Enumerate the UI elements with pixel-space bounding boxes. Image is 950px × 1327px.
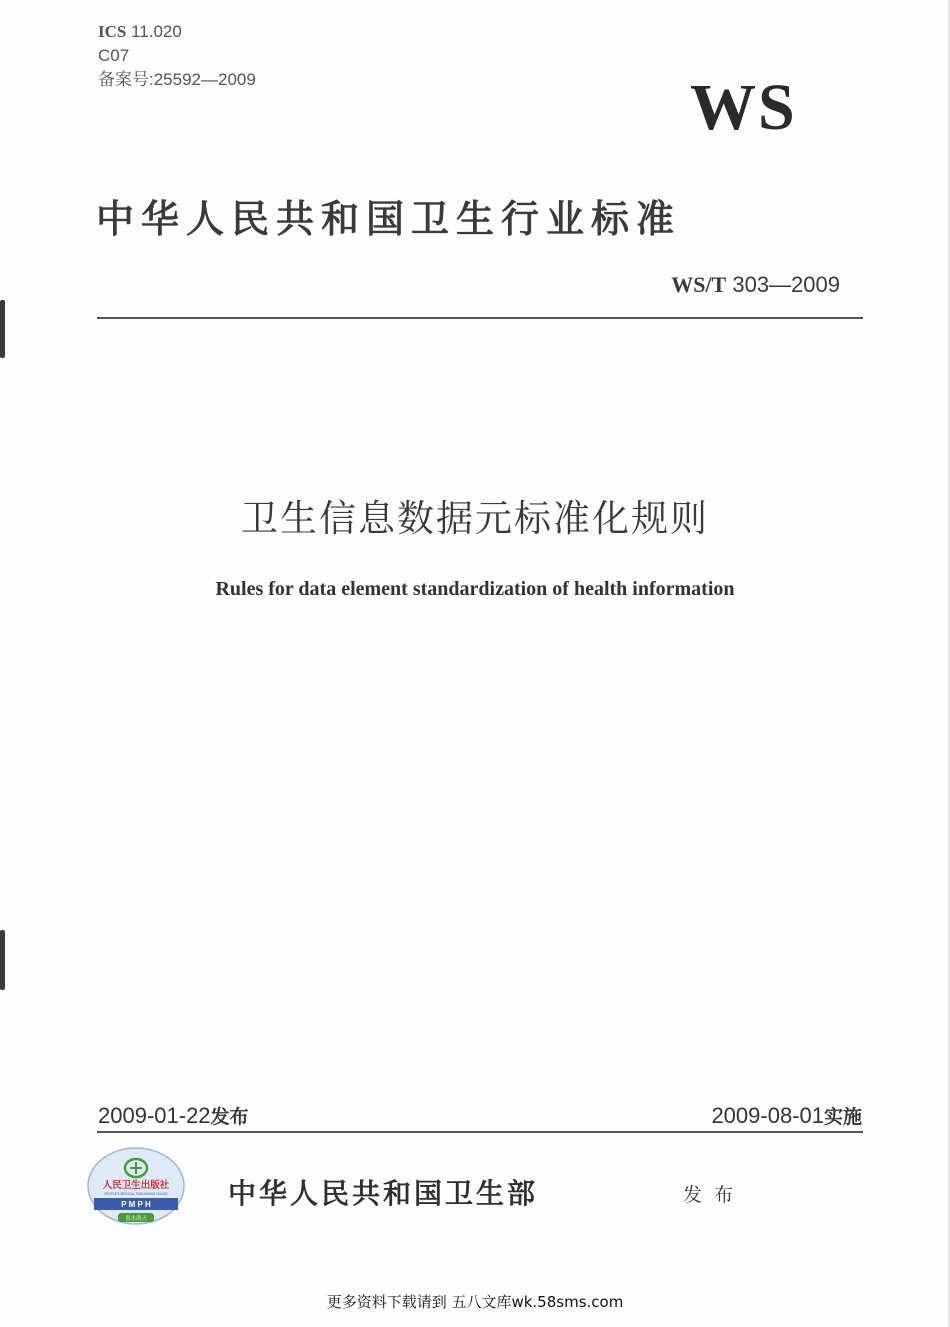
issuing-authority: 中华人民共和国卫生部 [228, 1177, 539, 1210]
release-date [98, 1102, 249, 1129]
release-label: 发布 [210, 1106, 249, 1128]
issuing-label: 发布 [683, 1184, 746, 1206]
category-code: C07 [98, 46, 130, 65]
publisher-name-cn: 人民卫生出版社 [102, 1180, 170, 1191]
ics-line [98, 20, 256, 44]
effective-label: 实施 [823, 1106, 862, 1128]
publisher-tag: 喜水鸿天 [124, 1216, 148, 1222]
standard-number-value: 303—2009 [732, 272, 840, 297]
effective-date-value: 2009-08-01 [711, 1103, 824, 1128]
standard-type-heading: 中华人民共和国卫生行业标准 [96, 196, 682, 241]
document-title-en: Rules for data element standardization of health information [215, 578, 735, 600]
scan-edge-mark [0, 930, 5, 990]
standard-number-prefix: WS/T [671, 272, 727, 297]
ics-code: 11.020 [131, 22, 182, 41]
release-date-value: 2009-01-22 [98, 1103, 211, 1128]
header-divider [97, 317, 863, 319]
document-title-cn: 卫生信息数据元标准化规则 [241, 497, 709, 540]
scan-edge-mark [0, 300, 5, 358]
download-footer: 更多资料下载请到 五八文库wk.58sms.com [326, 1293, 624, 1311]
publisher-abbr: P M P H [121, 1200, 151, 1209]
ws-logo: WS [690, 71, 797, 144]
footer-divider [97, 1131, 863, 1133]
classification-block [98, 20, 256, 92]
ics-label: ICS [98, 22, 127, 41]
filing-number: 备案号:25592—2009 [98, 70, 256, 89]
publisher-logo [86, 1146, 186, 1228]
standard-number [671, 272, 840, 298]
publisher-name-en: PEOPLE'S MEDICAL PUBLISHING HOUSE [104, 1192, 168, 1196]
effective-date [711, 1102, 862, 1129]
